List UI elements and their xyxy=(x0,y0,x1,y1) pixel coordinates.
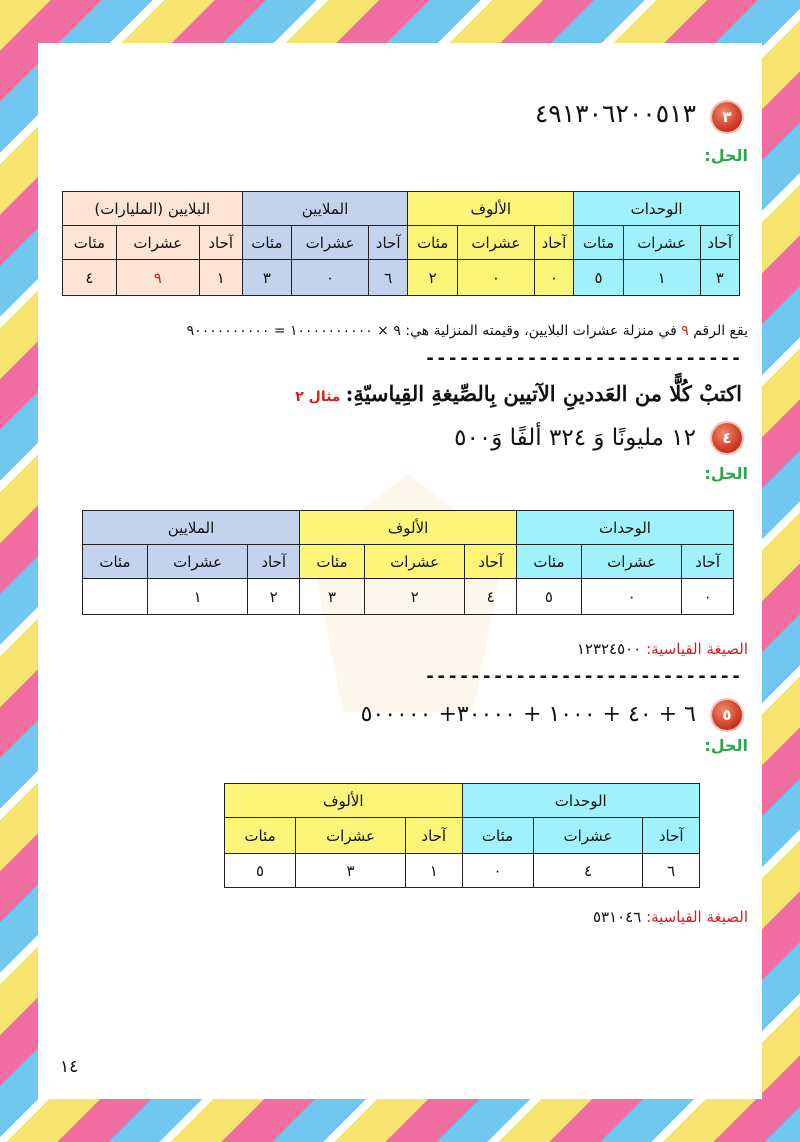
explanation-pre: يقع الرقم xyxy=(693,323,748,339)
digit-cell: ٠ xyxy=(534,260,574,296)
digit-cell: ٤ xyxy=(465,579,517,615)
header-thousands: الألوف xyxy=(408,192,574,226)
digit-cell: ٢ xyxy=(248,579,300,615)
separator-line-2: ---------------------------- xyxy=(424,666,742,687)
digit-cell: ١ xyxy=(623,260,700,296)
digit-cell: ٠ xyxy=(462,854,533,888)
subheader-cell: آحاد xyxy=(199,226,242,260)
subheader-cell: مئات xyxy=(574,226,624,260)
digit-cell: ١ xyxy=(199,260,242,296)
digit-cell: ٥ xyxy=(517,579,582,615)
subheader-cell: مئات xyxy=(517,545,582,579)
subheader-cell: عشرات xyxy=(581,545,681,579)
subheader-cell: مئات xyxy=(408,226,458,260)
digit-cell: ٣ xyxy=(296,854,406,888)
subheader-cell: آحاد xyxy=(248,545,300,579)
subheader-cell: آحاد xyxy=(368,226,408,260)
subheader-cell: آحاد xyxy=(700,226,740,260)
digit-cell xyxy=(83,579,148,615)
subheader-cell: مئات xyxy=(83,545,148,579)
question-5-badge xyxy=(712,700,742,730)
digit-cell: ٣ xyxy=(242,260,292,296)
digit-cell: ١ xyxy=(405,854,462,888)
question-3-place-value-table xyxy=(62,191,740,296)
question-5-solution-label: الحل: xyxy=(704,736,748,755)
subheader-cell: عشرات xyxy=(458,226,535,260)
question-4-number: ٤ xyxy=(722,429,732,447)
question-4-solution-label: الحل: xyxy=(704,464,748,483)
subheader-cell: عشرات xyxy=(533,818,643,854)
digit-cell-highlighted: ٩ xyxy=(116,260,199,296)
header-units: الوحدات xyxy=(517,511,734,545)
subheader-cell: آحاد xyxy=(682,545,734,579)
question-3-number-text: ٤٩١٣٠٦٢٠٠٥١٣ xyxy=(534,99,696,128)
subheader-cell: عشرات xyxy=(147,545,247,579)
standard-form-value: ١٢٣٢٤٥٠٠ xyxy=(576,640,642,658)
digit-cell: ٠ xyxy=(292,260,369,296)
digit-cell: ٣ xyxy=(700,260,740,296)
subheader-cell: عشرات xyxy=(364,545,464,579)
digit-cell: ٠ xyxy=(682,579,734,615)
example-2-tag: مثال ٢ xyxy=(295,389,341,405)
standard-form-value: ٥٣١٠٤٦ xyxy=(592,908,642,926)
digit-cell: ٠ xyxy=(458,260,535,296)
explanation-digit: ٩ xyxy=(681,323,689,339)
question-4-badge xyxy=(712,423,742,453)
question-5-text: ٦ + ٤٠ + ١٠٠٠ + ٣٠٠٠٠+ ٥٠٠٠٠٠ xyxy=(360,702,696,727)
question-5-number: ٥ xyxy=(722,706,732,724)
separator-line-1: ---------------------------- xyxy=(424,348,742,369)
question-3-badge xyxy=(712,102,742,132)
subheader-cell: عشرات xyxy=(292,226,369,260)
question-4-place-value-table xyxy=(82,510,734,615)
digit-cell: ٥ xyxy=(225,854,296,888)
subheader-cell: عشرات xyxy=(116,226,199,260)
header-thousands: الألوف xyxy=(225,784,463,818)
subheader-cell: عشرات xyxy=(296,818,406,854)
header-billions: البلايين (المليارات) xyxy=(63,192,243,226)
question-3-number: ٣ xyxy=(722,108,732,126)
question-3-solution-label: الحل: xyxy=(704,146,748,165)
digit-cell: ٢ xyxy=(364,579,464,615)
header-thousands: الألوف xyxy=(300,511,517,545)
question-4-text: ١٢ مليونًا وَ ٣٢٤ ألفًا وَ٥٠٠ xyxy=(454,425,696,451)
standard-form-label: الصيغة القياسية: xyxy=(646,640,748,658)
digit-cell: ٤ xyxy=(533,854,643,888)
header-millions: الملايين xyxy=(242,192,408,226)
worksheet-page xyxy=(38,43,762,1099)
subheader-cell: آحاد xyxy=(534,226,574,260)
subheader-cell: مئات xyxy=(242,226,292,260)
question-4-standard-form xyxy=(577,640,748,658)
digit-cell: ٦ xyxy=(368,260,408,296)
subheader-cell: مئات xyxy=(462,818,533,854)
example-2-title: اكتبْ كُلًّا من العَددينِ الآتيين بِالصِّيغةِ القِياسيّةِ: xyxy=(345,381,742,406)
digit-cell: ٢ xyxy=(408,260,458,296)
example-2-heading xyxy=(295,381,742,406)
subheader-cell: مئات xyxy=(63,226,117,260)
page-number: ١٤ xyxy=(60,1057,79,1077)
digit-cell: ٥ xyxy=(574,260,624,296)
subheader-cell: آحاد xyxy=(465,545,517,579)
header-millions: الملايين xyxy=(83,511,300,545)
subheader-cell: آحاد xyxy=(405,818,462,854)
digit-cell: ٦ xyxy=(643,854,700,888)
standard-form-label: الصيغة القياسية: xyxy=(646,908,748,926)
subheader-cell: آحاد xyxy=(643,818,700,854)
question-5-place-value-table xyxy=(224,783,700,888)
subheader-cell: مئات xyxy=(300,545,365,579)
header-units: الوحدات xyxy=(462,784,699,818)
digit-cell: ٣ xyxy=(300,579,365,615)
digit-cell: ٠ xyxy=(581,579,681,615)
question-3-explanation xyxy=(187,323,748,339)
subheader-cell: عشرات xyxy=(623,226,700,260)
explanation-post: في منزلة عشرات البلايين، وقيمته المنزلية هي: ٩ × ١٠٠٠٠٠٠٠٠٠٠ = ٩٠٠٠٠٠٠٠٠٠٠ xyxy=(186,323,677,339)
subheader-cell: مئات xyxy=(225,818,296,854)
question-5-standard-form xyxy=(593,908,748,926)
digit-cell: ١ xyxy=(147,579,247,615)
header-units: الوحدات xyxy=(574,192,740,226)
digit-cell: ٤ xyxy=(63,260,117,296)
